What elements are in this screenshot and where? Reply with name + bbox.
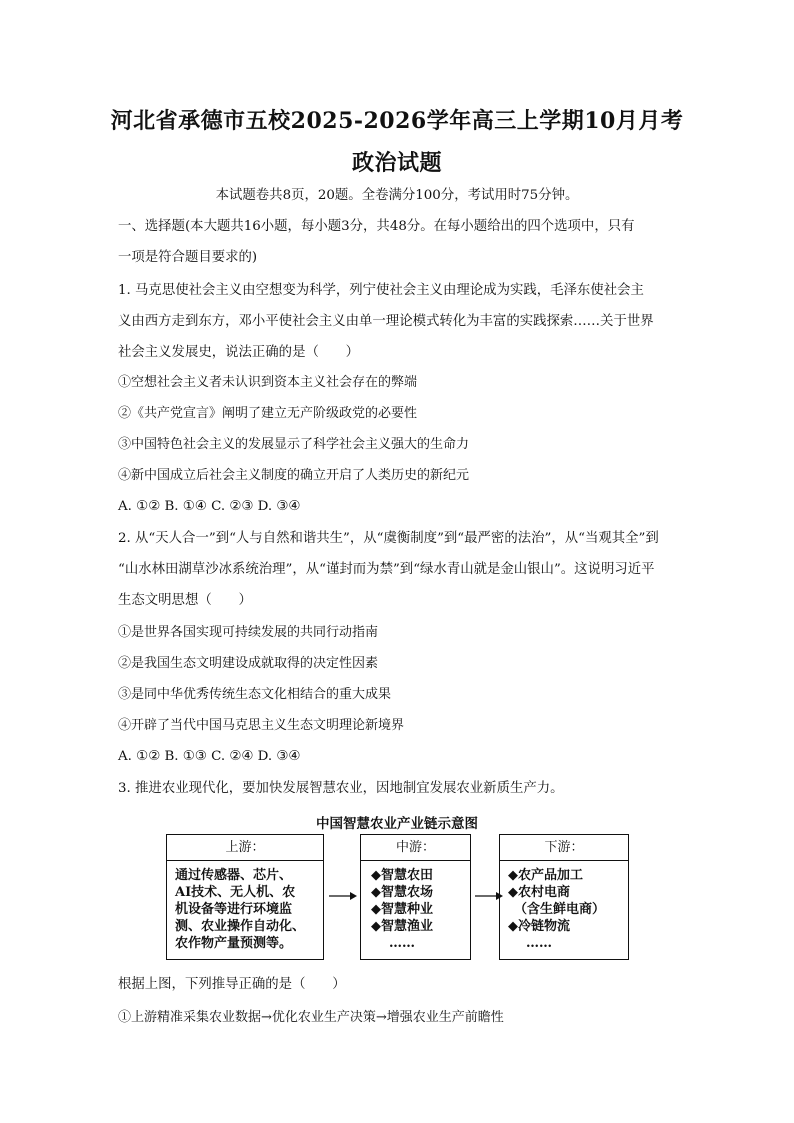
q3-option: ①上游精准采集农业数据→优化农业生产决策→增强农业生产前瞻性 [118, 1010, 504, 1025]
q3-stem: 3. 推进农业现代化，要加快发展智慧农业，因地制宜发展农业新质生产力。 [118, 781, 564, 796]
q1-choices: A. ①② B. ①④ C. ②③ D. ③④ [118, 499, 301, 514]
upstream-text: 通过传感器、芯片、 AI技术、无人机、农 机设备等进行环境监 测、农业操作自动化、 农作物产量预测等。 [175, 868, 306, 951]
exam-title: 河北省承德市五校2025-2026学年高三上学期10月月考 [110, 108, 684, 134]
section-heading-cont: 一项是符合题目要求的) [118, 250, 258, 265]
q2-option: ①是世界各国实现可持续发展的共同行动指南 [118, 625, 379, 640]
section-heading: 一、选择题(本大题共16小题，每小题3分，共48分。在每小题给出的四个选项中，只有 [118, 219, 635, 234]
q2-choices: A. ①② B. ①③ C. ②④ D. ③④ [118, 749, 301, 764]
q1-stem: 社会主义发展史，说法正确的是（ ） [118, 345, 360, 360]
midstream-head: 中游： [361, 835, 470, 861]
q2-stem: 生态文明思想（ ） [118, 593, 252, 608]
midstream-text: ◆智慧农田 ◆智慧农场 ◆智慧种业 ◆智慧渔业 …… [371, 868, 433, 951]
q1-option: ①空想社会主义者未认识到资本主义社会存在的弊端 [118, 375, 418, 390]
downstream-box [499, 834, 629, 960]
downstream-text: ◆农产品加工 ◆农村电商 （含生鲜电商） ◆冷链物流 …… [508, 868, 606, 951]
q2-stem: “山水林田湖草沙冰系统治理”，从“谨封而为禁”到“绿水青山就是金山银山”。这说明习近平 [118, 562, 655, 577]
exam-info: 本试题卷共8页，20题。全卷满分100分，考试用时75分钟。 [215, 188, 579, 203]
upstream-head: 上游： [167, 835, 323, 861]
q1-stem: 1. 马克思使社会主义由空想变为科学，列宁使社会主义由理论成为实践，毛泽东使社会主 [118, 283, 644, 298]
q1-option: ③中国特色社会主义的发展显示了科学社会主义强大的生命力 [118, 437, 470, 452]
q2-option: ④开辟了当代中国马克思主义生态文明理论新境界 [118, 718, 405, 733]
q1-stem: 义由西方走到东方，邓小平使社会主义由单一理论模式转化为丰富的实践探索……关于世界 [118, 314, 654, 329]
q2-option: ②是我国生态文明建设成就取得的决定性因素 [118, 656, 379, 671]
q1-option: ④新中国成立后社会主义制度的确立开启了人类历史的新纪元 [118, 468, 470, 483]
upstream-box [166, 834, 324, 960]
right-arrow-icon [328, 890, 358, 902]
q3-question: 根据上图，下列推导正确的是（ ） [118, 977, 346, 992]
q2-option: ③是同中华优秀传统生态文化相结合的重大成果 [118, 687, 392, 702]
q2-stem: 2. 从“天人合一”到“人与自然和谐共生”，从“虞衡制度”到“最严密的法治”，从“当观其全”到 [118, 531, 659, 546]
q1-option: ②《共产党宣言》阐明了建立无产阶级政党的必要性 [118, 406, 418, 421]
diagram-title: 中国智慧农业产业链示意图 [316, 816, 478, 832]
exam-subtitle: 政治试题 [351, 150, 442, 176]
downstream-head: 下游： [500, 835, 628, 861]
midstream-box [360, 834, 471, 960]
